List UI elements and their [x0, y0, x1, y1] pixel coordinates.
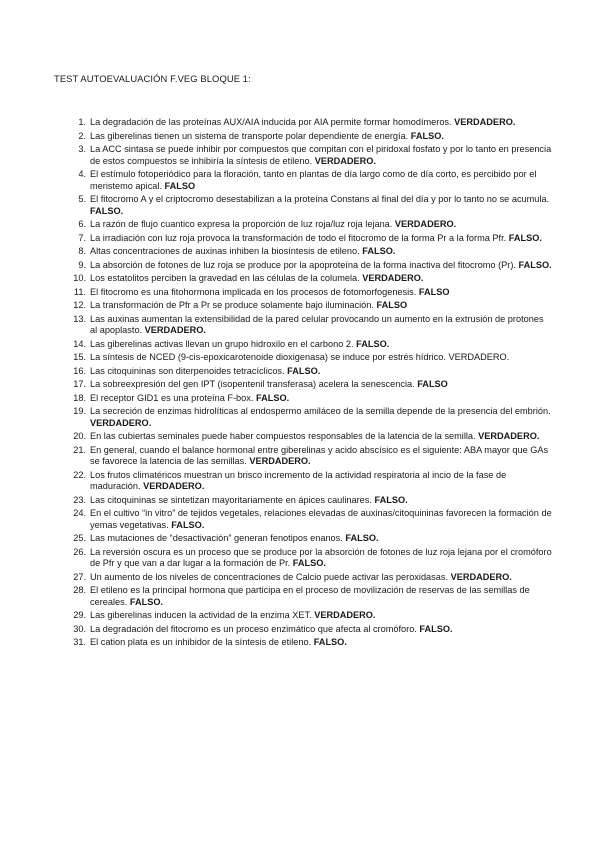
question-answer: VERDADERO.: [450, 571, 512, 582]
question-text: La ACC sintasa se puede inhibir por compuestos que compitan con el piridoxal fosfato y por lo tanto en presencia de estos compuestos se inhibiría la síntesis de etileno.: [90, 144, 552, 166]
question-number: 10.: [73, 273, 86, 283]
question-text: La degradación de las proteínas AUX/AIA inducida por AIA permite formar homodímeros.: [90, 117, 455, 127]
question-number: 24.: [73, 508, 86, 518]
question-number: 9.: [78, 259, 86, 270]
question-answer: FALSO.: [356, 338, 390, 349]
question-number: 20.: [73, 431, 86, 441]
question-number: 3.: [78, 144, 86, 154]
question-item: [72, 169, 552, 192]
question-text: Las mutaciones de “desactivación” generan fenotipos enanos.: [90, 533, 346, 543]
question-number: 6.: [78, 219, 86, 229]
question-text: Los estatolitos perciben la gravedad en las células de la columela.: [90, 273, 363, 283]
question-number: 29.: [73, 610, 86, 620]
question-item: [72, 533, 552, 545]
question-text: Las citoquininas se sintetizan mayoritariamente en ápices caulinares.: [90, 494, 375, 505]
question-number: 8.: [78, 246, 86, 256]
question-answer: FALSO: [418, 286, 450, 297]
question-number: 22.: [73, 469, 86, 480]
question-number: 28.: [73, 585, 86, 595]
question-item: [72, 547, 552, 570]
question-number: 19.: [73, 406, 86, 416]
question-answer: VERDADERO.: [362, 273, 424, 283]
question-text: El estímulo fotoperiódico para la floración, tanto en plantas de día largo como de día corto, es percibido por el meristemo apical.: [90, 169, 537, 191]
question-number: 26.: [73, 546, 86, 557]
question-text: La irradiación con luz roja provoca la transformación de todo el fitocromo de la forma Pr a la forma Pfr.: [90, 232, 509, 243]
question-number: 4.: [78, 169, 86, 179]
question-number: 25.: [73, 533, 86, 543]
question-answer: VERDADERO.: [249, 456, 311, 466]
question-item: [72, 495, 552, 507]
question-number: 1.: [78, 117, 86, 127]
question-list: [72, 117, 552, 651]
question-answer: VERDADERO.: [314, 155, 376, 166]
question-text: La razón de flujo cuantico expresa la proporción de luz roja/luz roja lejana.: [90, 219, 395, 229]
question-text: La síntesis de NCED (9-cis-epoxicarotenoide dioxigenasa) se induce por estrés hídrico. VERDADERO.: [90, 352, 510, 362]
question-item: [72, 300, 552, 312]
question-answer: FALSO.: [508, 232, 542, 243]
question-answer: VERDADERO.: [314, 610, 376, 620]
question-number: 31.: [73, 637, 86, 647]
question-text: Los frutos climatéricos muestran un brisco incremento de la actividad respiratoria al incio de la fase de maduración.: [90, 469, 507, 491]
question-text: La sobreexpresión del gen IPT (isopentenil transferasa) acelera la senescencia.: [90, 379, 418, 389]
question-text: Altas concentraciones de auxinas inhiben la biosíntesis de etileno.: [90, 246, 363, 256]
question-text: La transformación de Pfr a Pr se produce solamente bajo iluminación.: [90, 300, 377, 310]
question-text: El fitocromo es una fitohormona implicada en los procesos de fotomorfogenesis.: [90, 286, 419, 297]
question-item: [72, 406, 552, 429]
question-text: Las auxinas aumentan la extensibilidad de la pared celular provocando un aumento en la extrusión de protones al apoplasto.: [90, 313, 544, 335]
question-item: [72, 572, 552, 584]
question-item: [72, 246, 552, 258]
question-number: 7.: [78, 232, 86, 243]
question-item: [72, 470, 552, 493]
question-answer: FALSO: [164, 180, 196, 191]
question-answer: FALSO: [417, 379, 448, 389]
question-number: 16.: [73, 365, 86, 376]
question-item: [72, 508, 552, 531]
question-item: [72, 610, 552, 622]
question-text: El etileno es la principal hormona que participa en el proceso de movilización de reservas de las semillas de cereales.: [90, 585, 530, 607]
question-text: La secreción de enzimas hidrolíticas al endospermo amiláceo de la semilla depende de la presencia del embrión.: [90, 406, 551, 416]
question-item: [72, 393, 552, 405]
question-answer: FALSO.: [362, 246, 396, 256]
question-answer: FALSO: [376, 300, 408, 310]
question-item: [72, 314, 552, 337]
question-number: 15.: [73, 352, 86, 362]
question-number: 27.: [73, 571, 86, 582]
question-answer: FALSO.: [374, 494, 408, 505]
question-item: [72, 194, 552, 217]
question-item: [72, 445, 552, 468]
question-item: [72, 273, 552, 285]
question-item: [72, 219, 552, 231]
question-number: 14.: [73, 338, 86, 349]
question-text: El receptor GID1 es una proteína F-box.: [90, 392, 256, 403]
question-item: [72, 287, 552, 299]
question-number: 12.: [73, 300, 86, 310]
question-text: En general, cuando el balance hormonal entre giberelinas y acido abscísico es el siguiente: ABA mayor que GAs se favorece la latencia de las semillas.: [90, 444, 549, 466]
question-number: 11.: [73, 286, 86, 297]
question-item: [72, 339, 552, 351]
question-answer: FALSO.: [287, 365, 321, 376]
question-text: Las giberelinas activas llevan un grupo hidroxilo en el carbono 2.: [90, 338, 357, 349]
question-answer: FALSO.: [90, 205, 124, 216]
question-answer: FALSO.: [419, 623, 453, 634]
question-text: Las citoquininas son diterpenoides tetracíclicos.: [90, 365, 288, 376]
question-text: Las giberelinas tienen un sistema de transporte polar dependiente de energía.: [90, 130, 411, 141]
question-text: El fitocromo A y el criptocromo desestabilizan a la proteína Constans al final del día y por lo tanto no se acumula.: [90, 194, 550, 204]
question-text: La absorción de fotones de luz roja se produce por la apoproteína de la forma inactiva del fitocromo (Pr).: [90, 259, 519, 270]
question-text: Un aumento de los niveles de concentraciones de Calcio puede activar las peroxidasas.: [90, 571, 451, 582]
question-number: 5.: [78, 194, 86, 204]
question-item: [72, 585, 552, 608]
question-answer: VERDADERO.: [394, 219, 457, 229]
question-number: 23.: [73, 494, 86, 505]
question-item: [72, 366, 552, 378]
question-item: [72, 379, 552, 391]
question-answer: FALSO.: [410, 130, 444, 141]
question-item: [72, 117, 552, 129]
question-item: [72, 624, 552, 636]
question-text: Las giberelinas inducen la actividad de la enzima XET.: [90, 610, 315, 620]
question-text: En las cubiertas seminales puede haber compuestos responsables de la latencia de la semilla.: [90, 431, 479, 441]
question-number: 17.: [73, 379, 86, 389]
question-item: [72, 352, 552, 364]
question-text: En el cultivo “in vitro” de tejidos vegetales, relaciones elevadas de auxinas/citoquininas favorecen la formación de yemas vegetativas.: [90, 508, 552, 530]
question-answer: FALSO.: [313, 637, 347, 647]
question-answer: FALSO.: [171, 519, 205, 530]
question-answer: VERDADERO.: [90, 417, 152, 428]
question-text: La degradación del fitocromo es un proceso enzimático que afecta al cromóforo.: [90, 623, 420, 634]
question-answer: FALSO.: [129, 596, 164, 607]
question-answer: FALSO.: [518, 259, 552, 270]
question-number: 13.: [73, 313, 86, 324]
question-answer: FALSO.: [292, 558, 326, 568]
question-answer: FALSO.: [345, 533, 379, 543]
question-item: [72, 637, 552, 649]
question-answer: FALSO.: [255, 392, 290, 403]
question-number: 21.: [73, 444, 86, 455]
question-answer: VERDADERO.: [478, 431, 540, 441]
question-answer: VERDADERO.: [144, 325, 206, 335]
question-item: [72, 144, 552, 167]
question-number: 2.: [78, 130, 86, 141]
question-number: 18.: [73, 392, 86, 403]
document-title: TEST AUTOEVALUACIÓN F.VEG BLOQUE 1:: [54, 73, 251, 84]
question-text: El cation plata es un inhibidor de la síntesis de etileno.: [90, 637, 314, 647]
question-answer: VERDADERO.: [454, 117, 516, 127]
question-item: [72, 131, 552, 143]
question-answer: VERDADERO.: [143, 481, 205, 491]
question-text: La reversión oscura es un proceso que se produce por la absorción de fotones de luz roja lejana por el cromóforo de Pfr y que van a dar lugar a la formación de Pr.: [90, 546, 552, 568]
question-item: [72, 260, 552, 272]
question-number: 30.: [73, 623, 86, 634]
question-item: [72, 431, 552, 443]
question-item: [72, 233, 552, 245]
